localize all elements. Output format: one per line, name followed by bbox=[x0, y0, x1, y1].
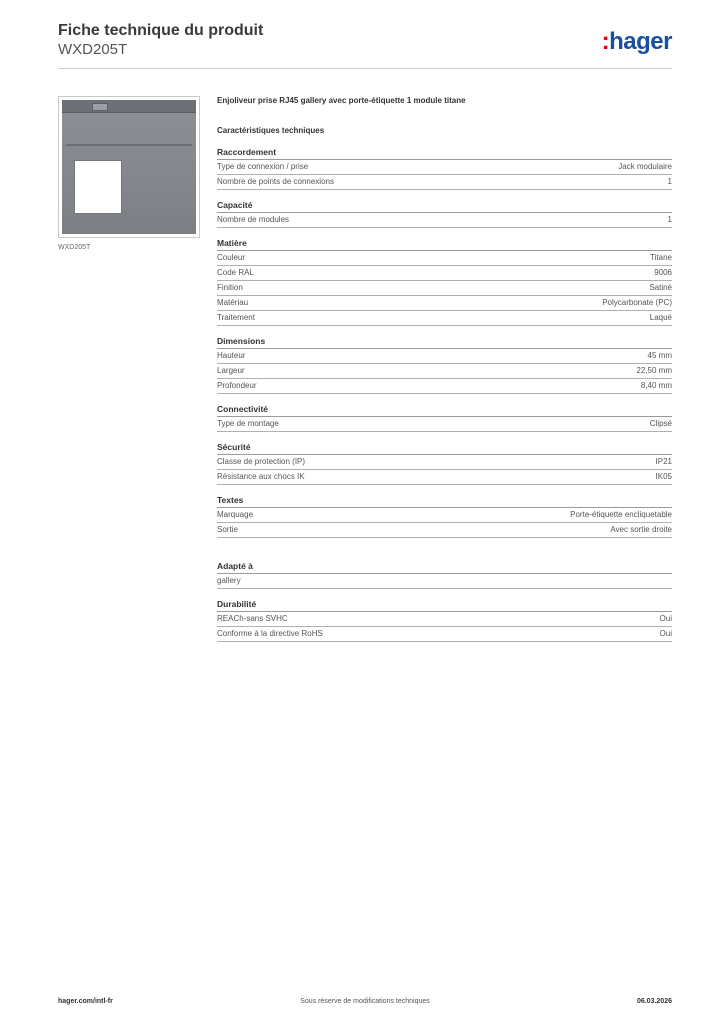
spec-value: Satiné bbox=[649, 283, 672, 292]
spec-row bbox=[217, 160, 672, 175]
spec-row bbox=[217, 612, 672, 627]
spec-label: Type de connexion / prise bbox=[217, 162, 309, 171]
spec-row bbox=[217, 296, 672, 311]
spec-label: Largeur bbox=[217, 366, 245, 375]
section-title: Dimensions bbox=[217, 336, 672, 349]
spec-section bbox=[217, 147, 672, 190]
spec-value: IK05 bbox=[655, 472, 672, 481]
spec-section bbox=[217, 238, 672, 326]
spec-label: REACh-sans SVHC bbox=[217, 614, 288, 623]
section-title: Matière bbox=[217, 238, 672, 251]
spec-row bbox=[217, 508, 672, 523]
section-title: Connectivité bbox=[217, 404, 672, 417]
spec-value: 45 mm bbox=[647, 351, 672, 360]
spec-label: Conforme à la directive RoHS bbox=[217, 629, 323, 638]
spec-section bbox=[217, 599, 672, 642]
spec-label: gallery bbox=[217, 576, 241, 585]
spec-value: 9006 bbox=[654, 268, 672, 277]
logo-text: hager bbox=[609, 28, 672, 55]
spec-value: Oui bbox=[659, 629, 672, 638]
spec-row bbox=[217, 417, 672, 432]
spec-label: Sortie bbox=[217, 525, 238, 534]
section-title: Textes bbox=[217, 495, 672, 508]
section-title: Adapté à bbox=[217, 561, 672, 574]
spec-row bbox=[217, 213, 672, 228]
spec-value: Oui bbox=[659, 614, 672, 623]
tech-heading: Caractéristiques techniques bbox=[217, 126, 325, 135]
spec-label: Marquage bbox=[217, 510, 254, 519]
spec-row bbox=[217, 266, 672, 281]
spec-label: Code RAL bbox=[217, 268, 254, 277]
section-title: Raccordement bbox=[217, 147, 672, 160]
section-title: Sécurité bbox=[217, 442, 672, 455]
spec-label: Hauteur bbox=[217, 351, 246, 360]
spec-label: Type de montage bbox=[217, 419, 279, 428]
spec-row bbox=[217, 455, 672, 470]
spec-row bbox=[217, 281, 672, 296]
spec-section bbox=[217, 336, 672, 394]
spec-label: Traitement bbox=[217, 313, 255, 322]
spec-value: Avec sortie droite bbox=[610, 525, 672, 534]
spec-value: Jack modulaire bbox=[618, 162, 672, 171]
spec-label: Résistance aux chocs IK bbox=[217, 472, 305, 481]
spec-value: Titane bbox=[650, 253, 672, 262]
spec-label: Classe de protection (IP) bbox=[217, 457, 306, 466]
spec-value: Porte-étiquette encliquetable bbox=[570, 510, 672, 519]
footer-date: 06.03.2026 bbox=[636, 998, 672, 1005]
header-divider bbox=[58, 68, 672, 69]
spec-value: IP21 bbox=[655, 457, 672, 466]
spec-row bbox=[217, 574, 672, 589]
spec-value: Polycarbonate (PC) bbox=[602, 298, 672, 307]
spec-value: 22,50 mm bbox=[636, 366, 672, 375]
spec-row bbox=[217, 523, 672, 538]
spec-sections bbox=[217, 147, 672, 538]
spec-row bbox=[217, 311, 672, 326]
section-title: Durabilité bbox=[217, 599, 672, 612]
spec-row bbox=[217, 349, 672, 364]
label-window bbox=[74, 160, 122, 214]
footer-notice: Sous réserve de modifications techniques bbox=[300, 998, 430, 1005]
extra-sections bbox=[217, 561, 672, 642]
spec-label: Couleur bbox=[217, 253, 246, 262]
spec-label: Nombre de points de connexions bbox=[217, 177, 334, 186]
spec-value: 1 bbox=[667, 177, 672, 186]
image-caption: WXD205T bbox=[58, 244, 91, 251]
spec-row bbox=[217, 470, 672, 485]
spec-section bbox=[217, 442, 672, 485]
product-reference: WXD205T bbox=[58, 41, 128, 58]
spec-row bbox=[217, 627, 672, 642]
spec-value: Clipsé bbox=[649, 419, 672, 428]
product-plate-illustration bbox=[62, 100, 196, 234]
spec-section bbox=[217, 495, 672, 538]
spec-value: 1 bbox=[667, 215, 672, 224]
spec-row bbox=[217, 175, 672, 190]
product-image bbox=[58, 96, 200, 238]
spec-section bbox=[217, 404, 672, 432]
spec-label: Profondeur bbox=[217, 381, 257, 390]
section-title: Capacité bbox=[217, 200, 672, 213]
hager-logo[interactable] bbox=[602, 28, 672, 56]
spec-label: Nombre de modules bbox=[217, 215, 290, 224]
spec-label: Finition bbox=[217, 283, 243, 292]
spec-row bbox=[217, 379, 672, 394]
spec-value: 8,40 mm bbox=[640, 381, 672, 390]
document-header bbox=[58, 22, 263, 59]
logo-prefix: : bbox=[601, 28, 610, 55]
spec-section bbox=[217, 200, 672, 228]
spec-row bbox=[217, 251, 672, 266]
product-description: Enjoliveur prise RJ45 gallery avec porte-étiquette 1 module titane bbox=[217, 96, 466, 105]
spec-section bbox=[217, 561, 672, 589]
footer-website-link[interactable]: hager.com/intl-fr bbox=[58, 998, 113, 1005]
spec-row bbox=[217, 364, 672, 379]
page-title: Fiche technique du produit bbox=[58, 22, 264, 39]
spec-value: Laqué bbox=[649, 313, 672, 322]
spec-label: Matériau bbox=[217, 298, 249, 307]
spec-content bbox=[217, 96, 672, 652]
